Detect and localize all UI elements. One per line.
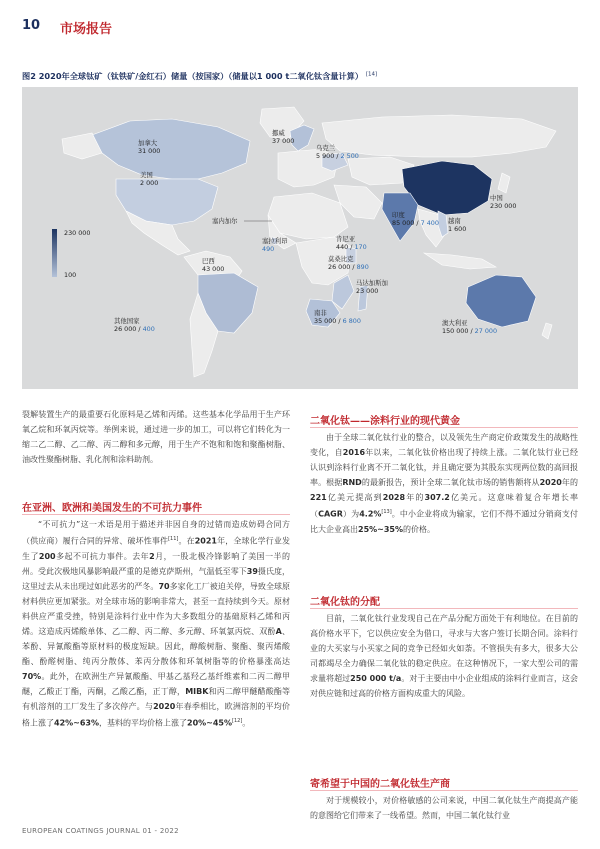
figure-caption	[22, 71, 582, 82]
country-label-sierra-leone: 塞拉利昂 490	[262, 237, 288, 253]
country-label-kenya: 肯尼亚 440 / 170	[336, 235, 367, 251]
country-label-usa: 美国 2 000	[140, 171, 159, 187]
page-number: 10	[22, 18, 41, 33]
heading-china-producers: 寄希望于中国的二氧化钛生产商	[310, 779, 450, 790]
left-force-majeure-paragraph: “不可抗力”这一术语是用于描述并非因自身的过错而造成妨碍合同方（供应商）履行合同的异常、破坏性事件[11]。在2021年，全球化学行业发生了200多起不可抗力事件。去年2月，一股北极冷锋影响了美国一半的州。受此次极地风暴影响最严重的是德克萨斯州，气温低至零下39摄氏度，这里过去从未出现过如此恶劣的严冬。70多家化工厂被迫关停，导致全球原材料供应更加紧张。对全球市场的影响非常大，甚至一直持续到今天。原材料供应严重受挫，特别是涂料行业中作为大多数组分的基础原料乙烯和丙烯。这造成丙烯酸单体、乙二醇、丙二醇、多元醇、环氧氯丙烷、双酚A、苯酚、异氰酸酯等原材料的极度短缺。因此，醇酸树脂、聚酯、聚丙烯酸酯、酚醛树脂、纯丙分散体、苯丙分散体和环氧树脂等的价格暴涨高达70%。此外，在欧洲生产异氰酸酯、甲基乙基羟乙基纤维素和二丙二醇甲醚，乙酸正丁酯，丙酮，乙酸乙酯，正丁醇，MIBK和丙二醇甲醚醋酸酯等有机溶剂的工厂发生了多次停产。与2020年春季相比，欧洲溶剂的平均价格上涨了42%~63%，基料的平均价格上涨了20%~45%[12]。	[22, 520, 291, 728]
legend-max-value: 230 000	[64, 229, 91, 237]
country-label-madagascar: 马达加斯加 23 000	[356, 279, 388, 295]
heading-underline	[310, 608, 578, 609]
country-label-mozambique: 莫桑比克 26 000 / 890	[328, 255, 369, 271]
map-region-indonesia	[424, 253, 496, 269]
heading-titanium-dioxide-gold: 二氧化钛——涂料行业的现代黄金	[310, 416, 460, 427]
country-label-brazil: 巴西 43 000	[202, 257, 225, 273]
country-label-others: 其他国家 26 000 / 400	[114, 317, 155, 333]
legend-gradient-bar	[52, 229, 57, 277]
right-section3-paragraph: 对于规模较小，对价格敏感的公司来说，中国二氧化钛生产商提高产能的意图给它们带来了一线希望。然而，中国二氧化钛行业	[310, 796, 578, 820]
map-region-japan	[498, 173, 510, 193]
country-label-india: 印度 85 000 / 7 400	[392, 211, 439, 227]
legend-min-value: 100	[64, 271, 77, 279]
country-label-senegal: 塞内加尔	[212, 217, 238, 225]
figure-caption-ref: [14]	[365, 71, 378, 78]
figure-caption-text: 图2 2020年全球钛矿（钛铁矿/金红石）储量（按国家）（储量以1 000 t二氧化钛含量计算）	[22, 71, 364, 81]
section-title: 市场报告	[60, 22, 113, 37]
heading-underline	[310, 427, 578, 428]
right-section1-paragraph: 由于全球二氧化钛行业的整合，以及领先生产商定价政策发生的战略性变化，自2016年以来，二氧化钛价格出现了持续上涨。二氧化钛行业已经认识到涂料行业离不开二氧化钛，并且确定要为其股东实现两位数的高回报率。根据RND的最新报告，预计全球二氧化钛市场的销售额将从2020年的221亿美元提高到2028年的307.2亿美元。这意味着复合年增长率（CAGR）为4.2%[13]。中小企业将成为输家，它们不得不通过分销商支付比大企业高出25%~35%的价格。	[310, 433, 579, 534]
country-label-norway: 挪威 37 000	[272, 129, 295, 145]
heading-underline	[22, 514, 290, 515]
heading-underline	[310, 790, 578, 791]
heading-force-majeure: 在亚洲、欧洲和美国发生的不可抗力事件	[22, 503, 202, 514]
map-region-africa-north	[268, 193, 348, 239]
heading-titanium-distribution: 二氧化钛的分配	[310, 597, 380, 608]
map-region-new-zealand	[542, 323, 552, 339]
right-section2-paragraph: 目前，二氧化钛行业发现自己在产品分配方面处于有利地位。在目前的高价格水平下，它以供应安全为借口，寻求与大客户签订长期合同。涂料行业的大买家与小买家之间的竞争已经如火如荼。不管损失有多大，很多大公司都竭尽全力确保二氧化钛的稳定供应。在这种情况下，一家大型公司的需求量将超过250 000 t/a。对于主要由中小企业组成的涂料行业而言，这会对供应链和过高的价格方面构成重大的风险。	[310, 614, 579, 698]
map-region-canada	[92, 119, 250, 179]
footer-journal: EUROPEAN COATINGS JOURNAL 01 - 2022	[22, 827, 179, 835]
country-label-canada: 加拿大 31 000	[138, 139, 161, 155]
country-label-vietnam: 越南 1 600	[448, 217, 467, 233]
world-map-graphic	[22, 87, 578, 389]
world-reserves-map	[22, 87, 578, 389]
country-label-china: 中国 230 000	[490, 194, 517, 210]
left-intro-paragraph: 裂解装置生产的最重要石化原料是乙烯和丙烯。这些基本化学品用于生产环氧乙烷和环氧丙烷等。举例来说，通过进一步的加工，可以将它们转化为一缩二乙二醇、乙二醇、丙二醇和多元醇，用于生产不饱和和饱和聚酯树脂、油改性聚酯树脂、乳化剂和涂料助剂。	[22, 410, 290, 464]
country-label-ukraine: 乌克兰 5 900 / 2 500	[316, 144, 359, 160]
country-label-australia: 澳大利亚 150 000 / 27 000	[442, 319, 498, 335]
country-label-south-africa: 南非 35 000 / 6 800	[314, 309, 361, 325]
